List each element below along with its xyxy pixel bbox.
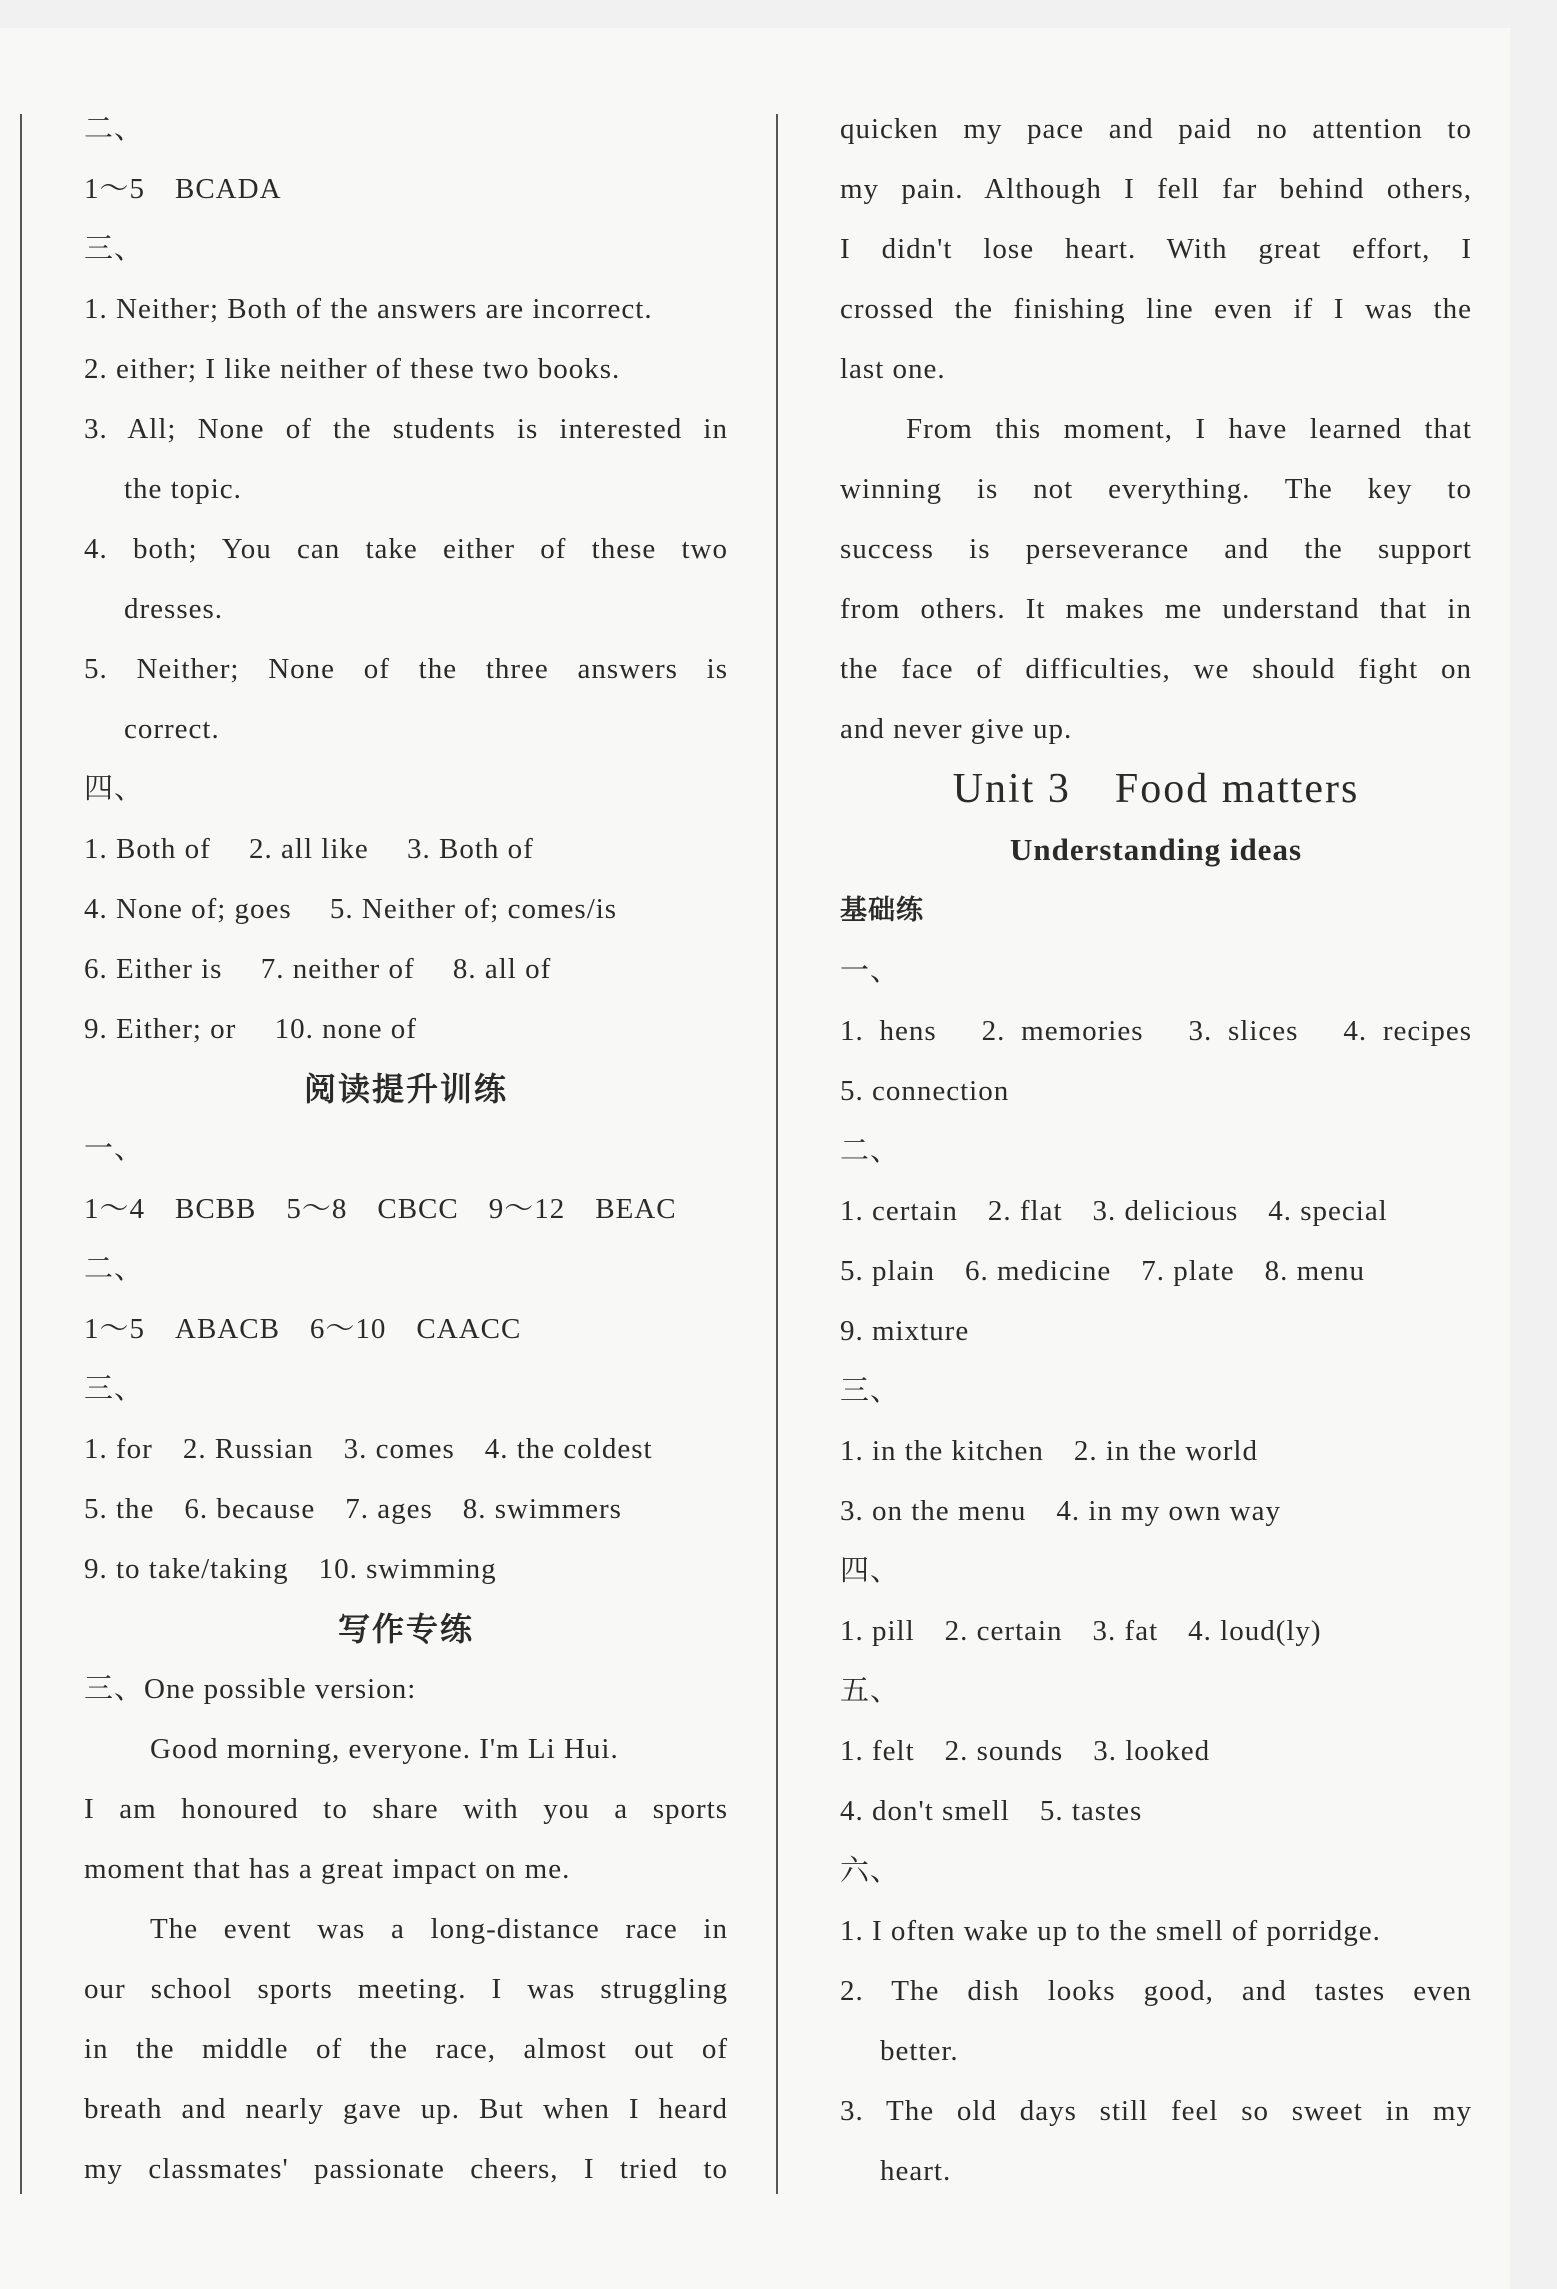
text-line: heart. — [880, 2155, 952, 2187]
text-line: dresses. — [124, 593, 224, 625]
text-line: 二、 — [84, 113, 145, 145]
text-line: 1. in the kitchen 2. in the world — [840, 1435, 1258, 1467]
text-line: 四、 — [840, 1555, 901, 1587]
text-line: 1～4 BCBB 5～8 CBCC 9～12 BEAC — [84, 1193, 677, 1225]
text-line: 9. mixture — [840, 1315, 970, 1347]
text-line: better. — [880, 2035, 959, 2067]
text-line: 6. Either is 7. neither of 8. all of — [84, 953, 552, 985]
section-heading: Understanding ideas — [1009, 832, 1303, 867]
left-margin-rule — [20, 114, 22, 2194]
text-line: 1. felt 2. sounds 3. looked — [840, 1735, 1211, 1767]
text-line: in the middle of the race, almost out of — [84, 2033, 728, 2065]
text-line: 4. both; You can take either of these two — [84, 533, 728, 565]
text-line: our school sports meeting. I was struggling — [84, 1973, 728, 2005]
text-line: my pain. Although I fell far behind others, — [840, 173, 1472, 205]
text-line: the topic. — [124, 473, 242, 505]
text-line: Good morning, everyone. I'm Li Hui. — [150, 1733, 619, 1765]
text-line: correct. — [124, 713, 220, 745]
text-line: winning is not everything. The key to — [840, 473, 1472, 505]
text-line: success is perseverance and the support — [840, 533, 1472, 565]
text-line: from others. It makes me understand that in — [840, 593, 1472, 625]
text-line: the face of difficulties, we should fight on — [840, 653, 1472, 685]
text-line: 9. to take/taking 10. swimming — [84, 1553, 497, 1585]
text-line: 三、 — [840, 1375, 901, 1407]
text-line: I didn't lose heart. With great effort, I — [840, 233, 1472, 265]
text-line: moment that has a great impact on me. — [84, 1853, 571, 1885]
text-line: 2. The dish looks good, and tastes even — [840, 1975, 1472, 2007]
text-line: last one. — [840, 353, 946, 385]
text-line: 一、 — [84, 1133, 145, 1165]
text-line: 四、 — [84, 773, 145, 805]
text-line: I am honoured to share with you a sports — [84, 1793, 728, 1825]
text-line: 五、 — [840, 1675, 901, 1707]
text-line: 4. don't smell 5. tastes — [840, 1795, 1143, 1827]
section-heading: 基础练 — [840, 895, 924, 926]
section-heading: Unit 3 Food matters — [952, 766, 1360, 812]
column-divider — [776, 114, 778, 2194]
text-line: 一、 — [840, 955, 901, 987]
text-line: 5. plain 6. medicine 7. plate 8. menu — [840, 1255, 1366, 1287]
text-line: my classmates' passionate cheers, I tried to — [84, 2153, 728, 2185]
text-line: From this moment, I have learned that — [906, 413, 1472, 445]
text-line: 4. None of; goes 5. Neither of; comes/is — [84, 893, 618, 925]
text-line: 三、 — [84, 1373, 145, 1405]
text-line: 1～5 ABACB 6～10 CAACC — [84, 1313, 522, 1345]
text-line: 1. Neither; Both of the answers are incorrect. — [84, 293, 653, 325]
text-line: 二、 — [84, 1253, 145, 1285]
text-line: 1. certain 2. flat 3. delicious 4. special — [840, 1195, 1388, 1227]
text-line: 2. either; I like neither of these two books. — [84, 353, 621, 385]
section-heading: 阅读提升训练 — [303, 1070, 508, 1108]
text-line: 1～5 BCADA — [84, 173, 282, 205]
text-line: and never give up. — [840, 713, 1073, 745]
text-line: 5. connection — [840, 1075, 1010, 1107]
text-line: 六、 — [840, 1855, 901, 1887]
text-line: 1. for 2. Russian 3. comes 4. the coldest — [84, 1433, 653, 1465]
text-line: 三、 — [84, 233, 145, 265]
text-line: 1. hens 2. memories 3. slices 4. recipes — [840, 1015, 1472, 1047]
text-line: 3. All; None of the students is interested in — [84, 413, 728, 445]
text-line: quicken my pace and paid no attention to — [840, 113, 1472, 145]
right-column — [840, 99, 1472, 2201]
text-line: 1. I often wake up to the smell of porridge. — [840, 1915, 1381, 1947]
text-line: 1. pill 2. certain 3. fat 4. loud(ly) — [840, 1615, 1322, 1647]
text-line: 3. The old days still feel so sweet in my — [840, 2095, 1472, 2127]
section-heading: 写作专练 — [337, 1610, 474, 1648]
text-line: breath and nearly gave up. But when I heard — [84, 2093, 728, 2125]
left-column — [84, 99, 728, 2199]
text-line: 三、One possible version: — [84, 1673, 417, 1705]
text-line: The event was a long-distance race in — [150, 1913, 728, 1945]
text-line: 1. Both of 2. all like 3. Both of — [84, 833, 534, 865]
text-line: 9. Either; or 10. none of — [84, 1013, 417, 1045]
text-line: crossed the finishing line even if I was the — [840, 293, 1472, 325]
text-line: 二、 — [840, 1135, 901, 1167]
text-line: 5. Neither; None of the three answers is — [84, 653, 728, 685]
text-line: 5. the 6. because 7. ages 8. swimmers — [84, 1493, 622, 1525]
text-line: 3. on the menu 4. in my own way — [840, 1495, 1281, 1527]
answer-page — [0, 28, 1510, 2289]
